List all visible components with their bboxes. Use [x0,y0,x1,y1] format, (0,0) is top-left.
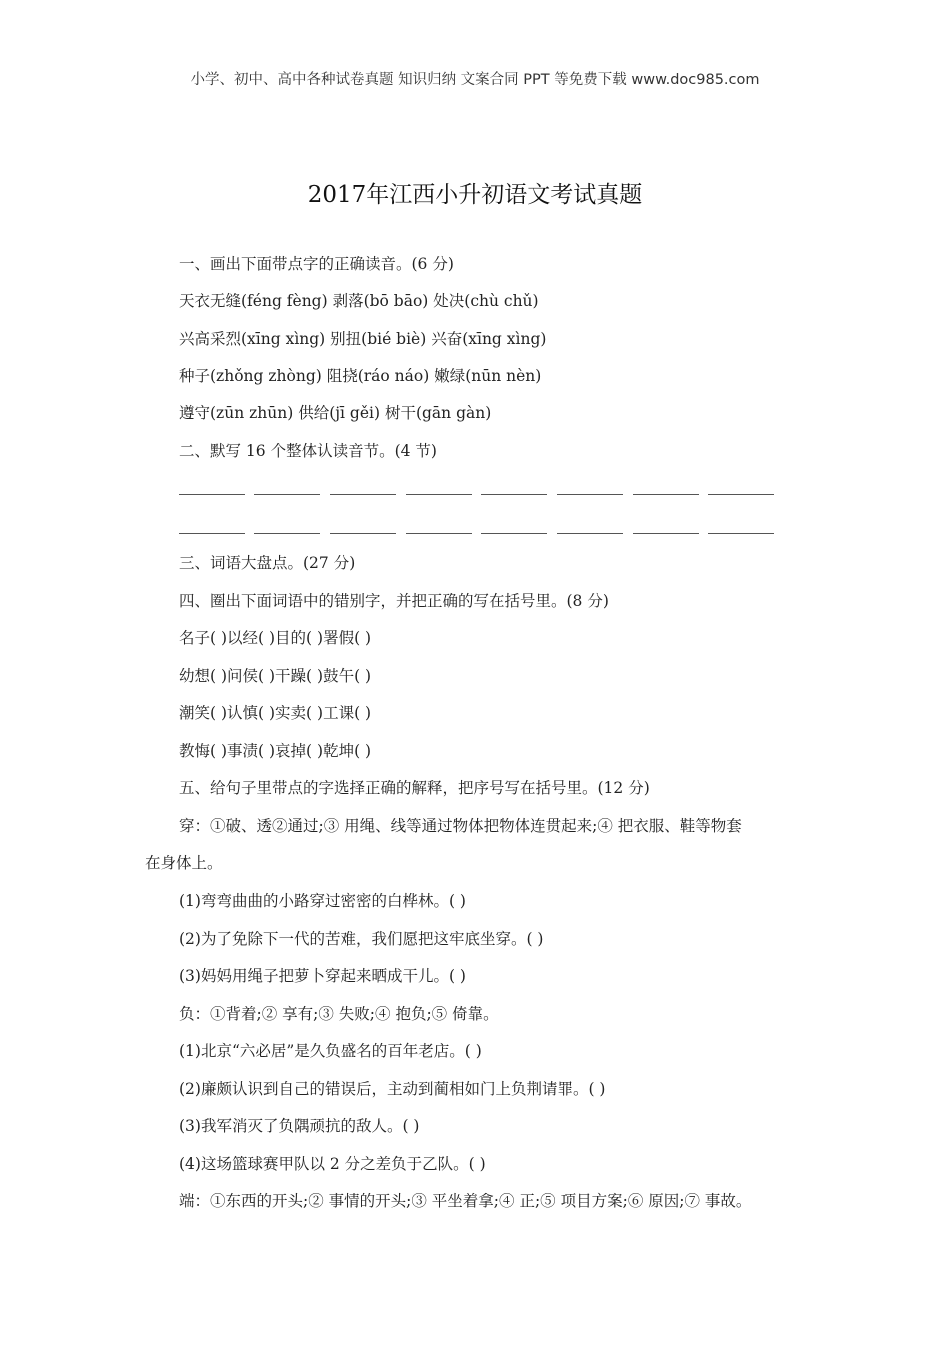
section-2-heading: 二、默写 16 个整体认读音节。(4 节) [179,442,437,460]
answer-blank[interactable] [633,533,699,534]
question-item: (3)我军消灭了负隅顽抗的敌人。( ) [179,1117,420,1135]
definition-fu: 负：①背着;② 享有;③ 失败;④ 抱负;⑤ 倚靠。 [179,1005,499,1023]
definition-chuan: 穿：①破、透②通过;③ 用绳、线等通过物体把物体连贯起来;④ 把衣服、鞋等物套 [179,817,742,835]
section-5-heading: 五、给句子里带点的字选择正确的解释，把序号写在括号里。(12 分) [179,779,650,797]
answer-blank[interactable] [557,494,623,495]
answer-blank[interactable] [557,533,623,534]
answer-blank[interactable] [179,533,245,534]
answer-blank[interactable] [254,494,320,495]
pinyin-row: 兴高采烈(xīng xìng) 别扭(bié biè) 兴奋(xīng xìng) [179,330,547,348]
answer-blank[interactable] [708,533,774,534]
section-4-heading: 四、圈出下面词语中的错别字，并把正确的写在括号里。(8 分) [179,592,609,610]
page-title: 2017年江西小升初语文考试真题 [307,182,643,208]
answer-blank[interactable] [708,494,774,495]
pinyin-row: 种子(zhǒng zhòng) 阻挠(ráo náo) 嫩绿(nūn nèn) [179,367,542,385]
typo-row: 名子( )以经( )目的( )署假( ) [179,629,372,647]
question-item: (4)这场篮球赛甲队以 2 分之差负于乙队。( ) [179,1155,486,1173]
typo-row: 教悔( )事渍( )哀掉( )乾坤( ) [179,742,372,760]
section-3-heading: 三、词语大盘点。(27 分) [179,554,356,572]
question-item: (1)弯弯曲曲的小路穿过密密的白桦林。( ) [179,892,466,910]
answer-blank[interactable] [406,494,472,495]
definition-chuan-cont: 在身体上。 [145,854,223,872]
answer-blank[interactable] [633,494,699,495]
question-item: (2)为了免除下一代的苦难，我们愿把这牢底坐穿。( ) [179,930,544,948]
pinyin-row: 遵守(zūn zhūn) 供给(jī gěi) 树干(gān gàn) [179,404,492,422]
blank-row [179,494,779,496]
blank-row [179,533,779,535]
answer-blank[interactable] [330,533,396,534]
section-1-heading: 一、画出下面带点字的正确读音。(6 分) [179,255,454,273]
answer-blank[interactable] [481,494,547,495]
answer-blank[interactable] [330,494,396,495]
answer-blank[interactable] [406,533,472,534]
answer-blank[interactable] [481,533,547,534]
typo-row: 潮笑( )认慎( )实卖( )工课( ) [179,704,372,722]
page-header: 小学、初中、高中各种试卷真题 知识归纳 文案合同 PPT 等免费下载 www.doc985.com [190,72,760,88]
answer-blank[interactable] [254,533,320,534]
pinyin-row: 天衣无缝(féng fèng) 剥落(bō bāo) 处决(chù chǔ) [179,292,539,310]
answer-blank[interactable] [179,494,245,495]
question-item: (2)廉颇认识到自己的错误后，主动到蔺相如门上负荆请罪。( ) [179,1080,606,1098]
question-item: (3)妈妈用绳子把萝卜穿起来晒成干儿。( ) [179,967,466,985]
typo-row: 幼想( )问侯( )干躁( )鼓午( ) [179,667,372,685]
question-item: (1)北京“六必居”是久负盛名的百年老店。( ) [179,1042,482,1060]
definition-duan: 端：①东西的开头;② 事情的开头;③ 平坐着拿;④ 正;⑤ 项目方案;⑥ 原因;⑦ 事故。 [179,1192,752,1210]
